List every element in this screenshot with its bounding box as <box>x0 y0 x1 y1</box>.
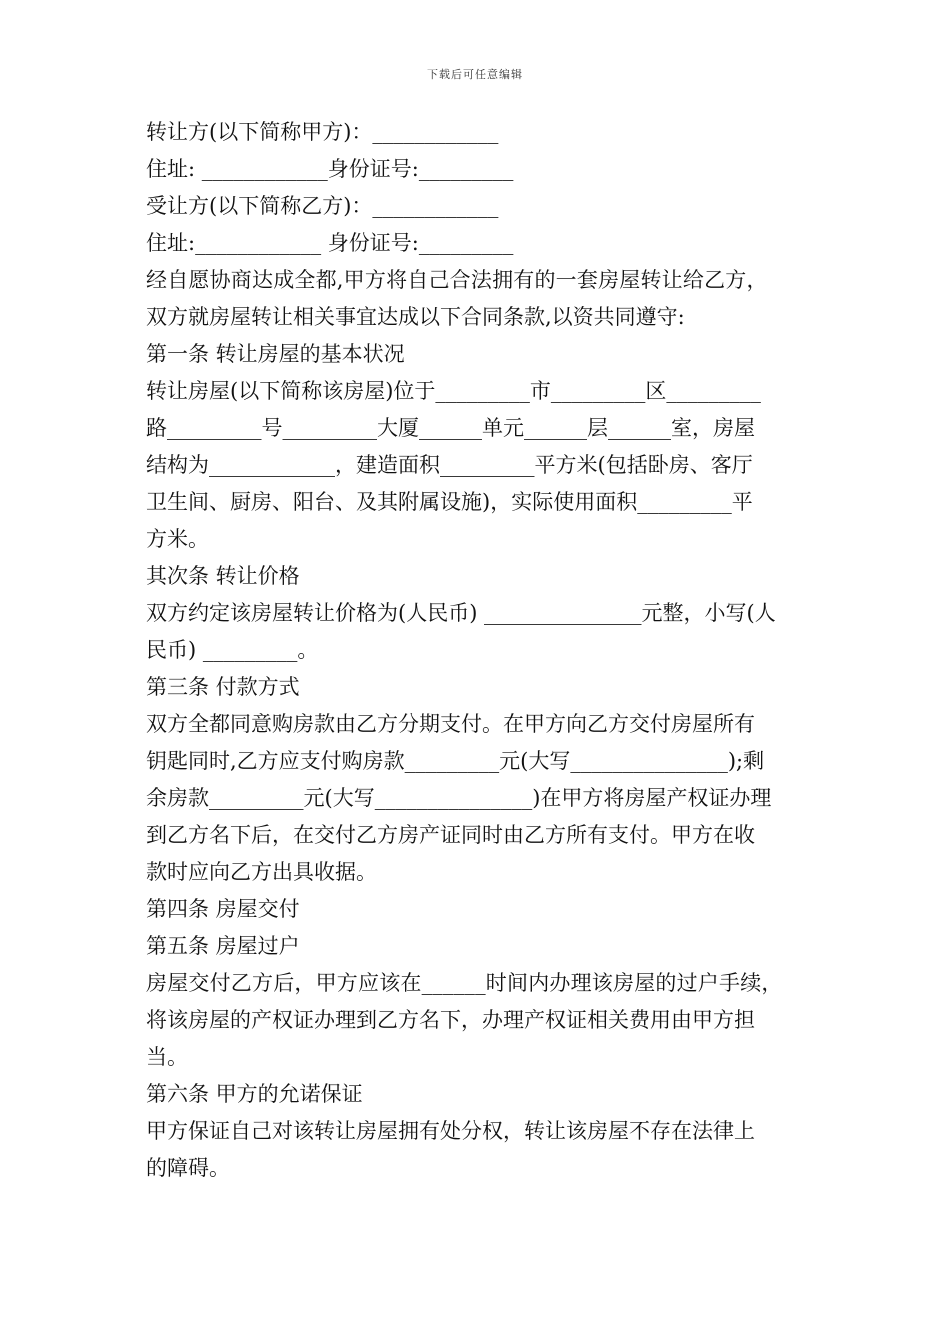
page-header-note: 下载后可任意编辑 <box>427 68 523 81</box>
article-1-line-1: 转让房屋(以下简称该房屋)位于_________市_________区_________ <box>146 379 761 403</box>
article-5-line-3: 当。 <box>146 1045 188 1069</box>
article-2-heading: 其次条 转让价格 <box>146 564 300 588</box>
contract-body <box>146 114 816 1187</box>
buyer-line: 受让方(以下简称乙方)：____________ <box>146 194 499 218</box>
article-5-heading: 第五条 房屋过户 <box>146 934 300 958</box>
seller-address-line: 住址: ____________身份证号:_________ <box>146 157 514 181</box>
article-2-line-2: 民币) _________。 <box>146 638 319 662</box>
article-3-line-5: 款时应向乙方出具收据。 <box>146 860 377 884</box>
buyer-address-line: 住址:____________ 身份证号:_________ <box>146 231 514 255</box>
article-3-line-4: 到乙方名下后，在交付乙方房产证同时由乙方所有支付。甲方在收 <box>146 823 755 847</box>
article-2-line-1: 双方约定该房屋转让价格为(人民币) _______________元整，小写(人 <box>146 601 776 625</box>
article-3-line-1: 双方全都同意购房款由乙方分期支付。在甲方向乙方交付房屋所有 <box>146 712 755 736</box>
article-4-heading: 第四条 房屋交付 <box>146 897 300 921</box>
article-3-heading: 第三条 付款方式 <box>146 675 300 699</box>
preamble-line-2: 双方就房屋转让相关事宜达成以下合同条款,以资共同遵守: <box>146 305 685 329</box>
article-6-line-1: 甲方保证自己对该转让房屋拥有处分权，转让该房屋不存在法律上 <box>146 1119 755 1143</box>
article-6-heading: 第六条 甲方的允诺保证 <box>146 1082 363 1106</box>
article-1-line-2: 路_________号_________大厦______单元______层______室，房屋 <box>146 416 755 440</box>
article-1-line-3: 结构为____________，建造面积_________平方米(包括卧房、客厅 <box>146 453 753 477</box>
article-3-line-3: 余房款_________元(大写_______________)在甲方将房屋产权证办理 <box>146 786 772 810</box>
article-1-line-4: 卫生间、厨房、阳台、及其附属设施)，实际使用面积_________平 <box>146 490 753 514</box>
article-5-line-1: 房屋交付乙方后，甲方应该在______时间内办理该房屋的过户手续， <box>146 971 783 995</box>
article-3-line-2: 钥匙同时,乙方应支付购房款_________元(大写_______________);剩 <box>146 749 765 773</box>
article-1-line-5: 方米。 <box>146 527 209 551</box>
article-5-line-2: 将该房屋的产权证办理到乙方名下，办理产权证相关费用由甲方担 <box>146 1008 755 1032</box>
seller-line: 转让方(以下简称甲方)：____________ <box>146 120 499 144</box>
preamble-line-1: 经自愿协商达成全都,甲方将自己合法拥有的一套房屋转让给乙方， <box>146 268 768 292</box>
article-6-line-2: 的障碍。 <box>146 1156 230 1180</box>
article-1-heading: 第一条 转让房屋的基本状况 <box>146 342 405 366</box>
